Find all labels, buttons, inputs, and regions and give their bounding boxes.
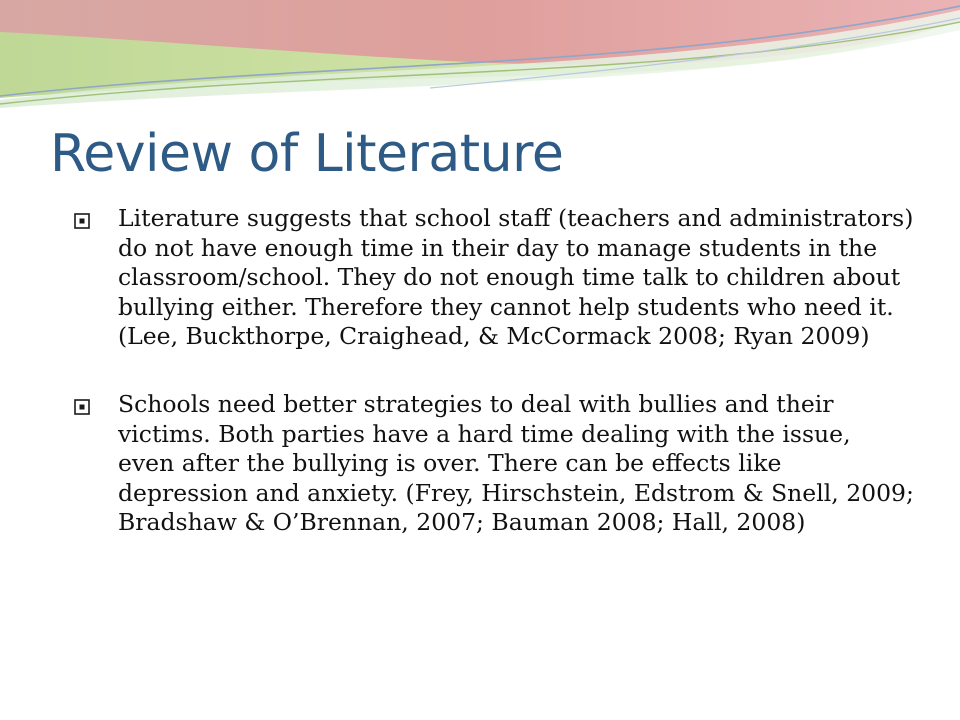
bullet-text: Schools need better strategies to deal with bullies and their victims. Both parties have a hard time dealing with the issue, even after the bullying is over. There can be effects like depression and anxiety. (Frey, Hirschstein, Edstrom & Snell, 2009; Bradshaw & O’Brennan, 2007; Bauman 2008; Hall, 2008) bbox=[118, 389, 914, 537]
header-swoosh-decoration bbox=[0, 0, 960, 120]
bullet-item bbox=[74, 204, 914, 352]
boxed-dot-icon bbox=[74, 213, 90, 229]
slide-title: Review of Literature bbox=[50, 124, 564, 184]
bullet-text: Literature suggests that school staff (teachers and administrators) do not have enough time in their day to manage students in the classroom/school. They do not enough time talk to children about bullying either. Therefore they cannot help students who need it. (Lee, Buckthorpe, Craighead, & McCormack 2008; Ryan 2009) bbox=[118, 204, 914, 351]
boxed-dot-icon bbox=[74, 399, 90, 415]
bullet-item bbox=[74, 390, 914, 538]
bullet-list bbox=[74, 204, 914, 576]
